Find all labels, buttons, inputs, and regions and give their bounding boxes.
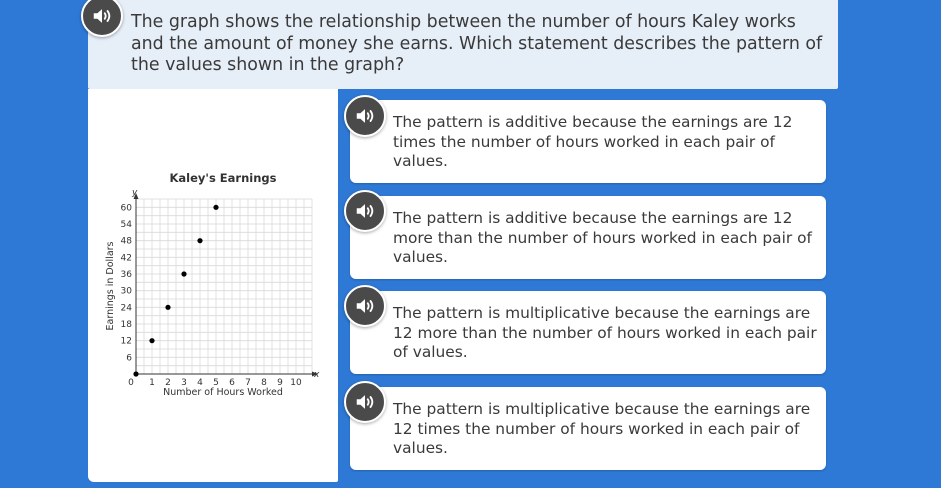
y-tick-label: 24 xyxy=(120,303,132,314)
y-tick-label: 60 xyxy=(120,203,132,214)
answer-option-text: The pattern is additive because the earnings are 12 more than the number of hours worked in each pair of values. xyxy=(393,209,812,267)
x-tick-label: 7 xyxy=(245,378,251,388)
data-point xyxy=(165,305,170,310)
x-tick-label: 5 xyxy=(213,378,219,388)
option-2-audio-button[interactable] xyxy=(344,190,386,232)
x-tick-label: 10 xyxy=(290,378,302,388)
chart-title: Kaley's Earnings xyxy=(169,171,277,185)
x-tick-label: 6 xyxy=(229,378,235,388)
answer-option-1[interactable] xyxy=(350,100,826,183)
x-tick-label: 2 xyxy=(165,378,171,388)
options-panel xyxy=(338,89,837,482)
data-point xyxy=(197,238,202,243)
data-point xyxy=(133,371,138,376)
x-axis-label: Number of Hours Worked xyxy=(163,387,283,398)
y-tick-label: 30 xyxy=(120,286,132,297)
question-panel xyxy=(88,0,838,89)
x-tick-label: 3 xyxy=(181,378,187,388)
answer-option-text: The pattern is additive because the earnings are 12 times the number of hours worked in each pair of values. xyxy=(393,113,793,171)
x-tick-label: 4 xyxy=(197,378,203,388)
speaker-icon xyxy=(354,105,376,127)
answer-option-text: The pattern is multiplicative because the earnings are 12 times the number of hours worked in each pair of values. xyxy=(393,400,811,458)
speaker-icon xyxy=(354,391,376,413)
answer-option-4[interactable] xyxy=(350,387,826,470)
y-axis-letter: y xyxy=(132,188,138,198)
answer-option-3[interactable] xyxy=(350,291,826,374)
x-axis-letter: x xyxy=(314,370,320,380)
question-text: The graph shows the relationship between the number of hours Kaley works and the amount of money she earns. Which statement describes the pattern of the values shown in the graph? xyxy=(131,12,823,75)
answer-option-text: The pattern is multiplicative because the earnings are 12 more than the number of hours worked in each pair of values. xyxy=(393,304,817,362)
option-3-audio-button[interactable] xyxy=(344,285,386,327)
speaker-icon xyxy=(354,295,376,317)
data-point xyxy=(213,205,218,210)
scatter-chart xyxy=(88,89,338,482)
x-tick-label: 1 xyxy=(149,378,155,388)
y-tick-label: 54 xyxy=(120,220,132,230)
y-tick-label: 6 xyxy=(126,353,132,364)
y-tick-label: 18 xyxy=(120,320,132,330)
chart-ticks xyxy=(121,203,302,388)
data-point xyxy=(149,338,154,343)
speaker-icon xyxy=(91,5,113,27)
y-tick-label: 36 xyxy=(120,270,132,280)
question-audio-button[interactable] xyxy=(81,0,123,37)
data-point xyxy=(181,271,186,276)
x-tick-label: 8 xyxy=(261,378,267,388)
answer-option-2[interactable] xyxy=(350,196,826,279)
y-axis-label: Earnings in Dollars xyxy=(105,241,116,331)
origin-label: 0 xyxy=(128,378,134,388)
y-tick-label: 42 xyxy=(120,253,132,264)
speaker-icon xyxy=(354,200,376,222)
option-4-audio-button[interactable] xyxy=(344,381,386,423)
y-tick-label: 48 xyxy=(120,236,132,247)
x-tick-label: 9 xyxy=(277,378,283,388)
y-tick-label: 12 xyxy=(120,336,132,347)
graph-panel xyxy=(88,89,338,482)
option-1-audio-button[interactable] xyxy=(344,95,386,137)
chart-grid xyxy=(136,199,312,374)
